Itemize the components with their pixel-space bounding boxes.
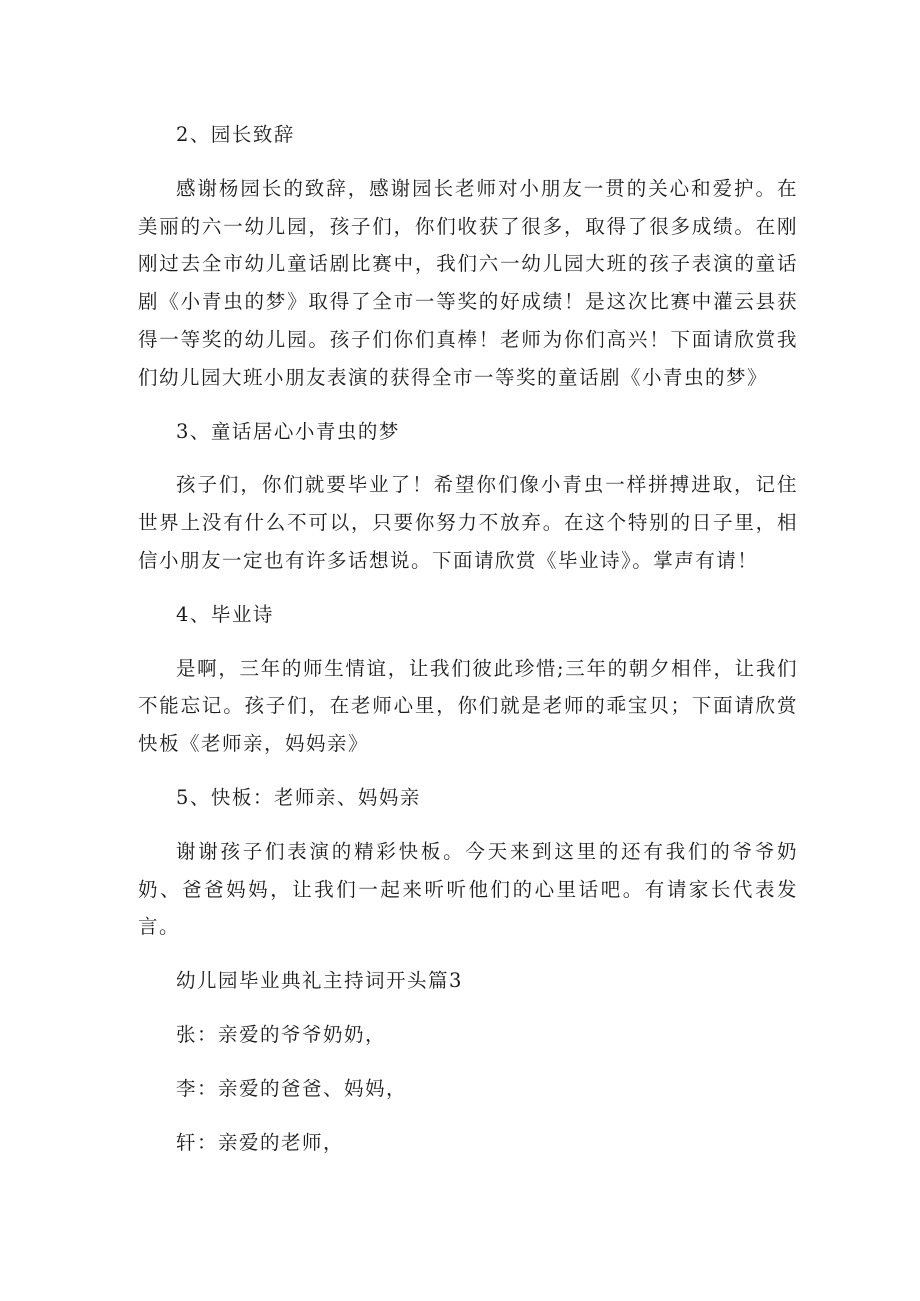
paragraph-thanks-principal: 感谢杨园长的致辞，感谢园长老师对小朋友一贯的关心和爱护。在美丽的六一幼儿园，孩子们，你们收获了很多，取得了很多成绩。在刚刚过去全市幼儿童话剧比赛中，我们六一幼儿园大班的孩子表演的童话剧《小青虫的梦》取得了全市一等奖的好成绩！是这次比赛中灌云县获得一等奖的幼儿园。孩子们你们真棒！老师为你们高兴！下面请欣赏我们幼儿园大班小朋友表演的获得全市一等奖的童话剧《小青虫的梦》 — [138, 176, 798, 389]
section-heading-kuaiban: 5、快板：老师亲、妈妈亲 — [176, 785, 421, 809]
host-line-zhang: 张：亲爱的爷爷奶奶， — [176, 1022, 387, 1046]
paragraph-graduation-intro: 孩子们，你们就要毕业了！希望你们像小青虫一样拼搏进取，记住世界上没有什么不可以，只要你努力不放弃。在这个特别的日子里，相信小朋友一定也有许多话想说。下面请欣赏《毕业诗》。掌声有请！ — [138, 473, 798, 572]
section-heading-welcome-speech: 2、园长致辞 — [176, 123, 295, 146]
host-line-li: 李：亲爱的爸爸、妈妈， — [176, 1076, 408, 1100]
section-heading-fairy-play: 3、童话居心小青虫的梦 — [176, 419, 400, 443]
section-title-part-3: 幼儿园毕业典礼主持词开头篇3 — [176, 969, 463, 993]
paragraph-parent-invite: 谢谢孩子们表演的精彩快板。今天来到这里的还有我们的爷爷奶奶、爸爸妈妈，让我们一起来听听他们的心里话吧。有请家长代表发言。 — [138, 839, 798, 939]
paragraph-teacher-friendship: 是啊，三年的师生情谊，让我们彼此珍惜;三年的朝夕相伴，让我们不能忘记。孩子们，在老师心里，你们就是老师的乖宝贝；下面请欣赏快板《老师亲，妈妈亲》 — [138, 656, 798, 756]
host-line-xuan: 轩：亲爱的老师， — [176, 1130, 345, 1154]
section-heading-graduation-poem: 4、毕业诗 — [176, 602, 274, 626]
document-body — [138, 116, 798, 1177]
